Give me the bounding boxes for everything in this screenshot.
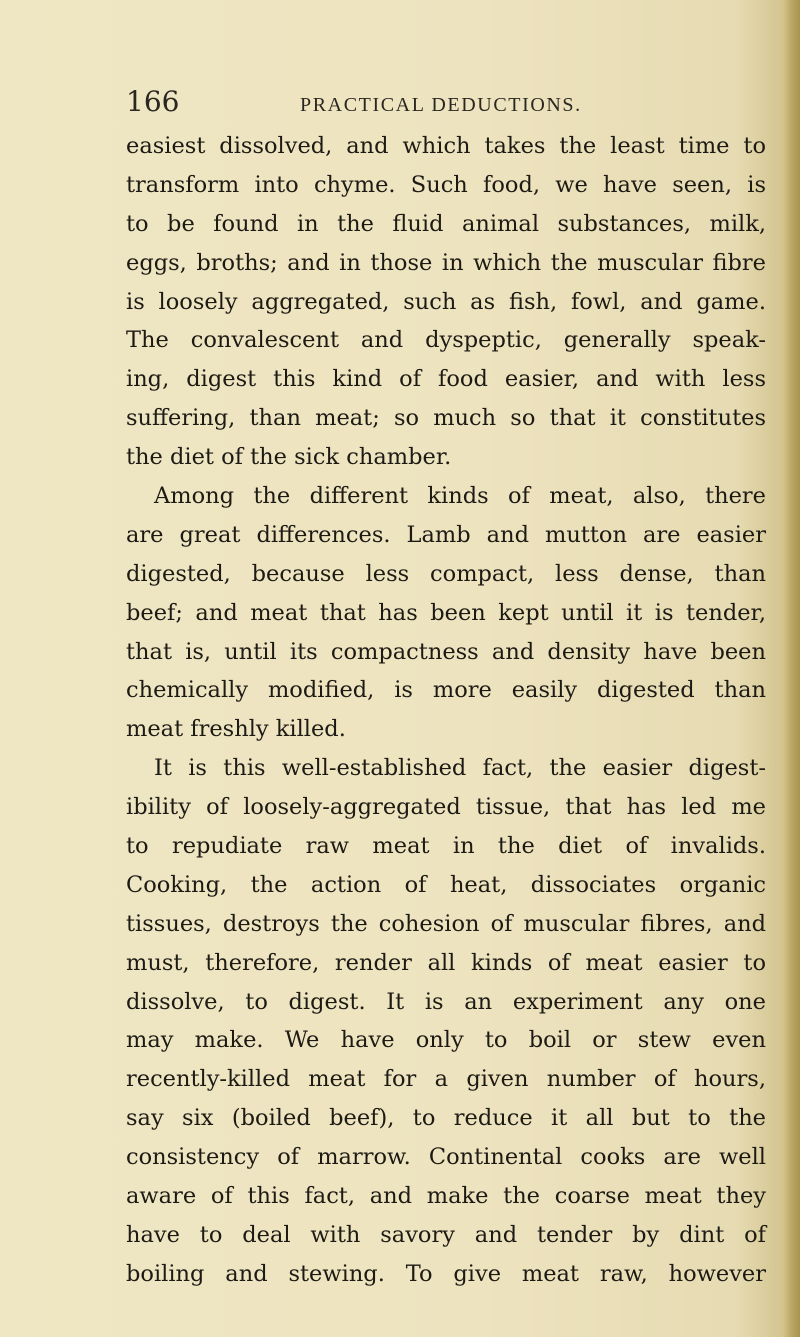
page-number: 166 xyxy=(126,85,180,118)
text-line: boiling and stewing. To give meat raw, however xyxy=(126,1260,766,1287)
text-line: eggs, broths; and in those in which the muscular fibre xyxy=(126,249,766,276)
text-line: dissolve, to digest. It is an experiment any one xyxy=(126,988,766,1015)
body-text xyxy=(126,127,766,1294)
text-line: have to deal with savory and tender by dint of xyxy=(126,1221,766,1248)
text-line: aware of this fact, and make the coarse meat they xyxy=(126,1183,766,1210)
text-line: to repudiate raw meat in the diet of invalids. xyxy=(126,833,766,860)
text-line: may make. We have only to boil or stew even xyxy=(126,1027,766,1054)
text-line: transform into chyme. Such food, we have seen, is xyxy=(126,171,766,198)
page-edge xyxy=(782,0,800,1337)
text-line: is loosely aggregated, such as fish, fowl, and game. xyxy=(126,288,766,315)
text-line: must, therefore, render all kinds of meat easier to xyxy=(126,949,766,976)
text-line: beef; and meat that has been kept until it is tender, xyxy=(126,599,766,626)
running-head: PRACTICAL DEDUCTIONS. xyxy=(300,94,582,116)
text-line: say six (boiled beef), to reduce it all but to the xyxy=(126,1105,766,1132)
text-line: easiest dissolved, and which takes the least time to xyxy=(126,133,766,159)
text-line: the diet of the sick chamber. xyxy=(126,444,452,471)
text-line: digested, because less compact, less dense, than xyxy=(126,560,766,587)
text-line: chemically modified, is more easily digested than xyxy=(126,677,766,704)
text-line: The convalescent and dyspeptic, generally speak- xyxy=(126,327,766,354)
text-line: to be found in the fluid animal substances, milk, xyxy=(126,210,766,237)
text-line: ibility of loosely-aggregated tissue, that has led me xyxy=(126,794,766,821)
paragraph-start-line: Among the different kinds of meat, also, there xyxy=(154,483,766,510)
text-line: recently-killed meat for a given number of hours, xyxy=(126,1066,766,1093)
text-line: tissues, destroys the cohesion of muscular fibres, and xyxy=(126,910,766,937)
page-header xyxy=(0,82,800,122)
text-line: ing, digest this kind of food easier, and with less xyxy=(126,366,766,393)
text-line: that is, until its compactness and density have been xyxy=(126,638,766,665)
text-line: suffering, than meat; so much so that it constitutes xyxy=(126,405,766,432)
text-line: meat freshly killed. xyxy=(126,716,346,743)
text-line: Cooking, the action of heat, dissociates organic xyxy=(126,871,766,898)
paragraph-start-line: It is this well-established fact, the easier digest- xyxy=(154,755,766,782)
text-line: consistency of marrow. Continental cooks are well xyxy=(126,1144,766,1171)
text-line: are great differences. Lamb and mutton are easier xyxy=(126,521,766,548)
